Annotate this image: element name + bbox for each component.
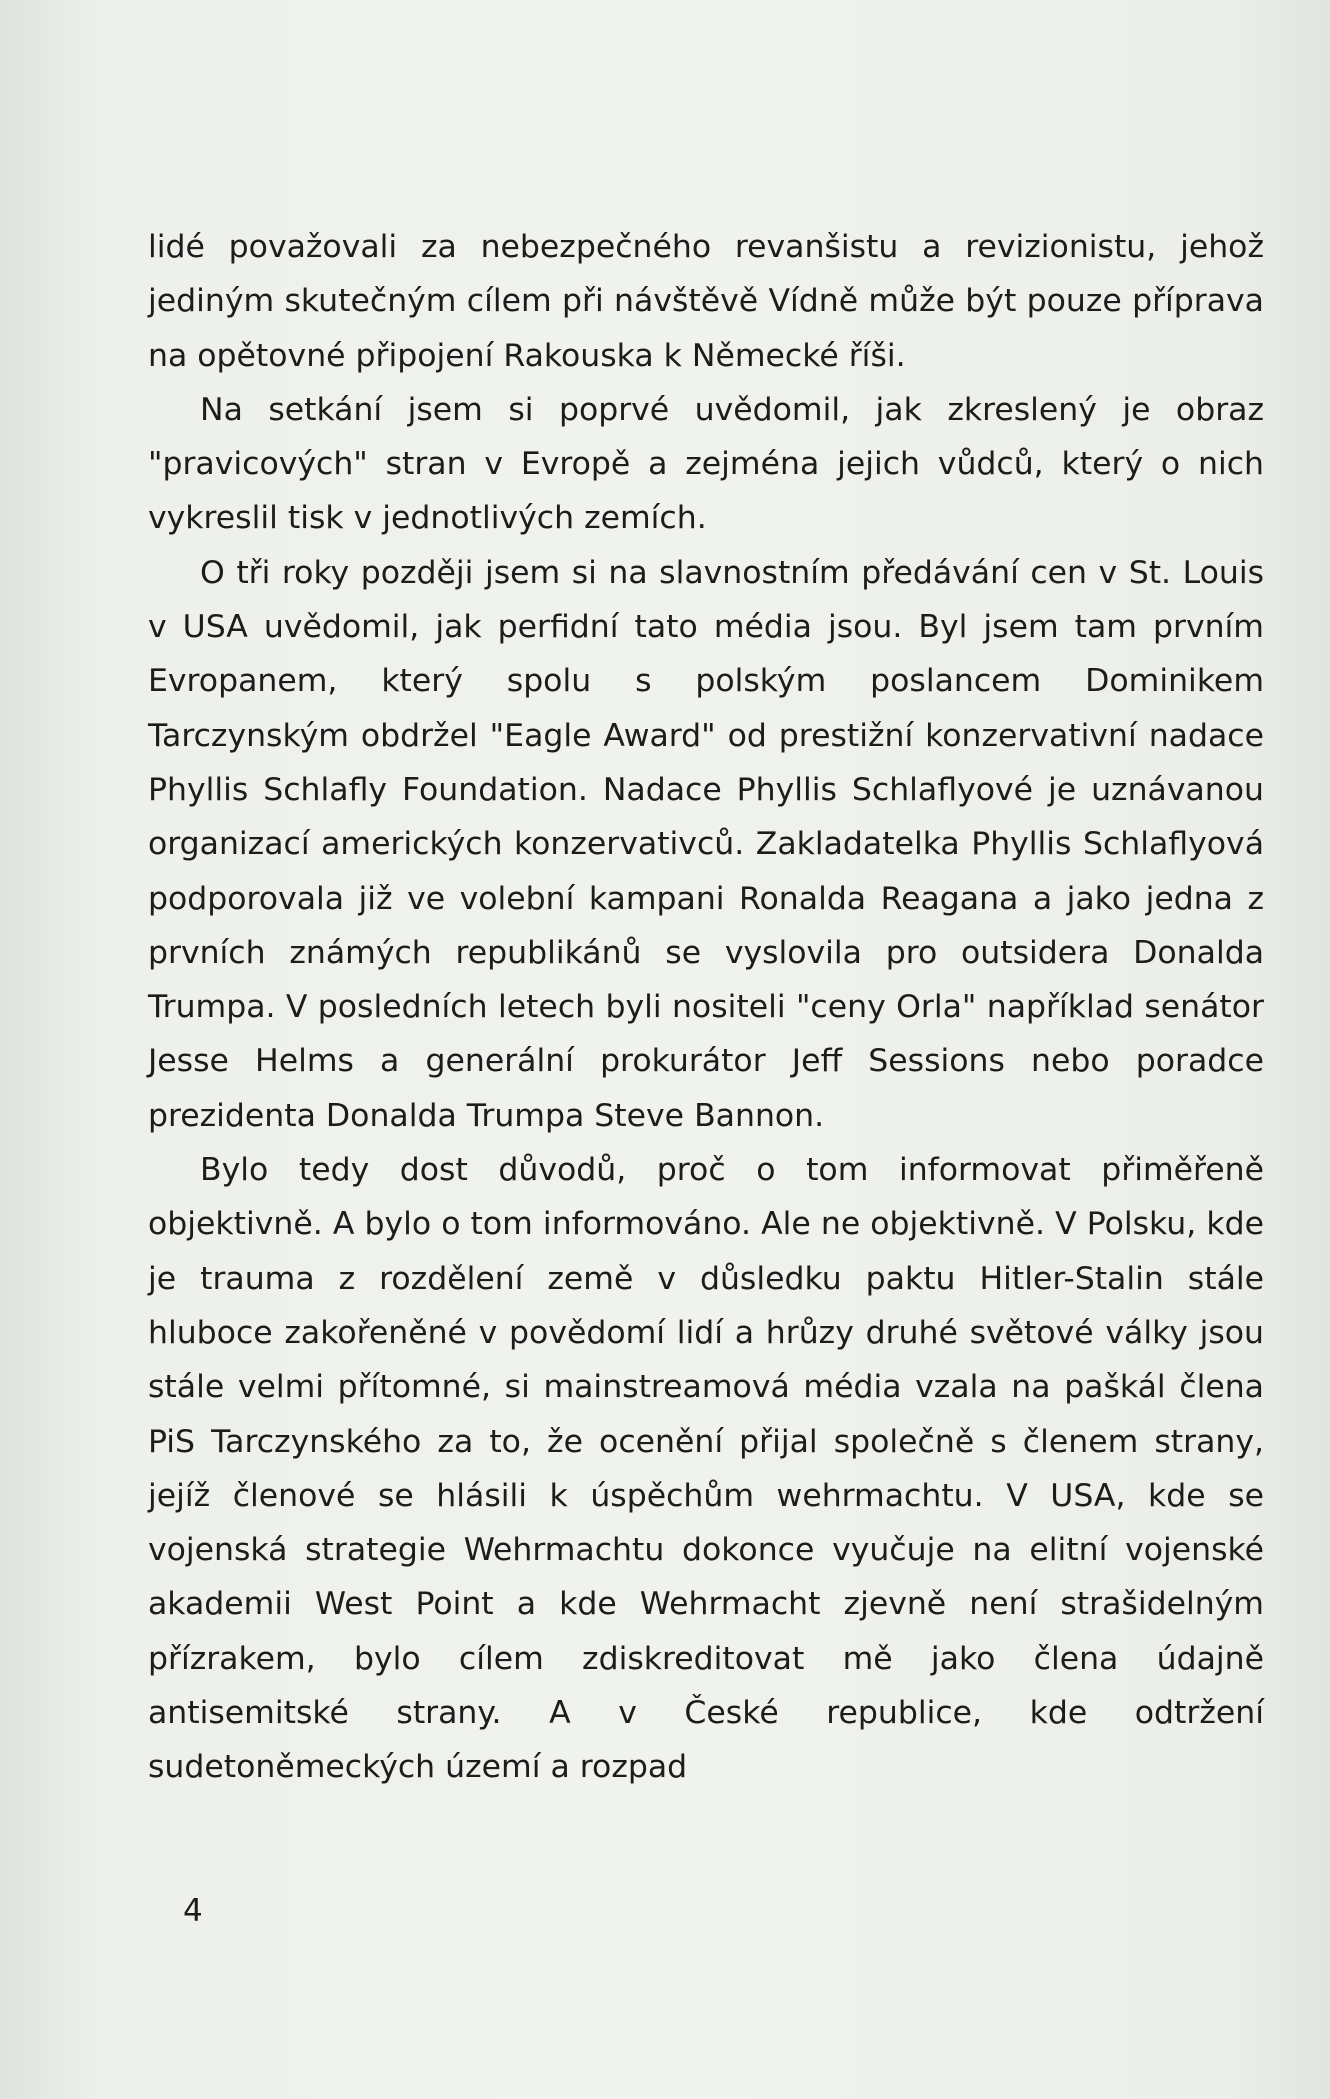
paragraph-continuation: lidé považovali za nebezpečného revanšistu a revizionistu, jehož jediným skutečným cílem při návštěvě Vídně může být pouze příprava na opětovné připojení Rakouska k Německé říši. [148,229,1264,374]
paragraph-duvody: Bylo tedy dost důvodů, proč o tom informovat přiměřeně objektivně. A bylo o tom informováno. Ale ne objektivně. V Polsku, kde je trauma z rozdělení země v důsledku paktu Hitler-Stalin stále hluboce zakořeněné v povědomí lidí a hrůzy druhé světové války jsou stále velmi přítomné, si mainstreamová média vzala na paškál člena PiS Tarczynského za to, že ocenění přijal společně s členem strany, jejíž členové se hlásili k úspěchům wehrmachtu. V USA, kde se vojenská strategie Wehrmachtu dokonce vyučuje na elitní vojenské akademii West Point a kde Wehrmacht zjevně není strašidelným přízrakem, bylo cílem zdiskreditovat mě jako člena údajně antisemitské strany. A v České republice, kde odtržení sudetoněmeckých území a rozpad [148,1152,1264,1786]
paragraph-st-louis: O tři roky později jsem si na slavnostním předávání cen v St. Louis v USA uvědomil, jak perfidní tato média jsou. Byl jsem tam prvním Evropanem, který spolu s polským poslancem Dominikem Tarczynským obdržel "Eagle Award" od prestižní konzervativní nadace Phyllis Schlafly Foundation. Nadace Phyllis Schlaflyové je uznávanou organizací amerických konzervativců. Zakladatelka Phyllis Schlaflyová podporovala již ve volební kampani Ronalda Reagana a jako jedna z prvních známých republikánů se vyslovila pro outsidera Donalda Trumpa. V posledních letech byli nositeli "ceny Orla" například senátor Jesse Helms a generální prokurátor Jeff Sessions nebo poradce prezidenta Donalda Trumpa Steve Bannon. [148,554,1264,1134]
paragraph-setkani: Na setkání jsem si poprvé uvědomil, jak zkreslený je obraz "pravicových" stran v Evropě a zejména jejich vůdců, který o nich vykreslil tisk v jednotlivých zemích. [148,391,1264,537]
page-number: 4 [183,1893,203,1929]
body-text [148,220,1264,1795]
